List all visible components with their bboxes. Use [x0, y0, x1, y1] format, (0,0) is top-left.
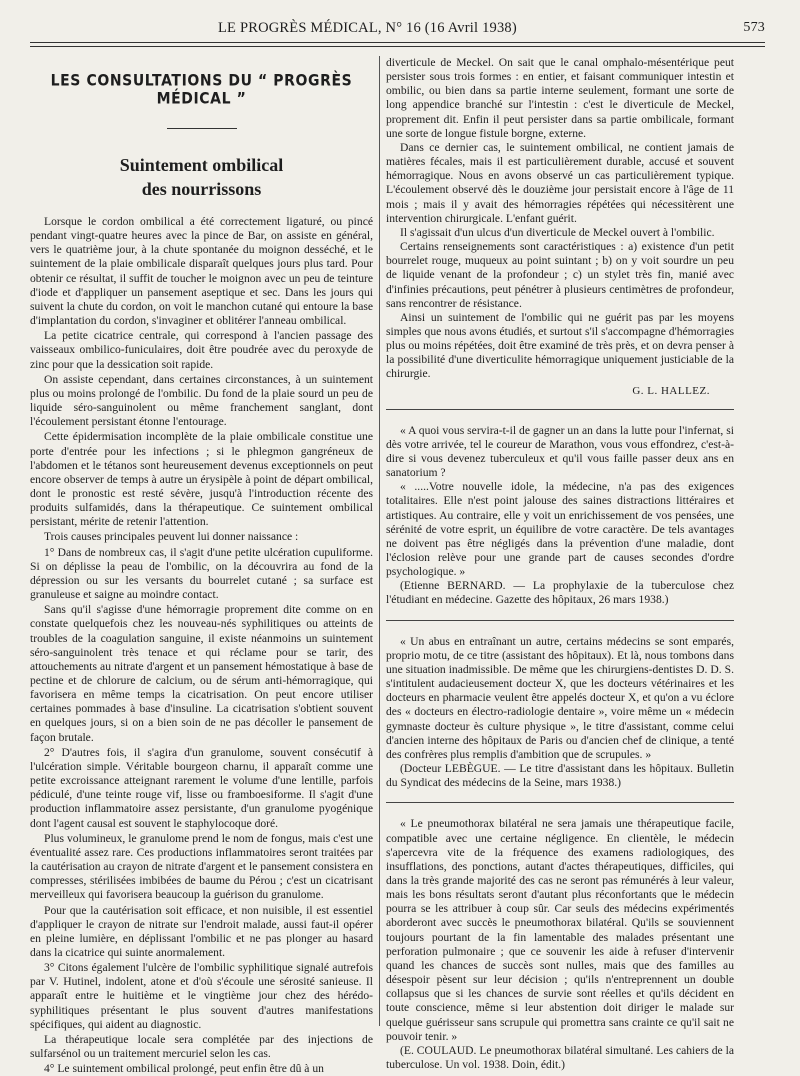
page-number: 573 — [743, 20, 765, 35]
quote-source: (E. COULAUD. Le pneumothorax bilatéral simultané. Les cahiers de la tuberculose. Un vol. 1938. Doin, édit.) — [386, 1043, 734, 1071]
paragraph: Cette épidermisation incomplète de la plaie ombilicale constitue une porte d'entrée pour les infections ; si le phlegmon gangréneux de l'abdomen et le tétanos sont heureusement devenus exceptionnels on peut encore observer de temps à autre un érysipèle à point de départ ombilical, dont le pronostic est resté sévère, jusqu'à l'introduction récente des produits sulfamidés, dans la thérapeutique. Ce suintement ombilical persistant, mérite de retenir l'attention. — [30, 430, 373, 529]
quote-paragraph: « .....Votre nouvelle idole, la médecine, n'a pas des exigences totalitaires. Elle n'est point jalouse des saines distractions littéraires et artistiques. Au contraire, elle y voit un enrichissement de vos pensées, une sérénité de votre esprit, un équilibre de votre caractère. De tels avantages ne doivent pas être négligés dans la prévention d'une maladie, dont l'éclosion relève pour une grande part de causes secondes d'ordre psychologique. » — [386, 480, 734, 579]
paragraph: On assiste cependant, dans certaines circonstances, à un suintement plus ou moins prolongé de l'ombilic. Du fond de la plaie sourd un peu de liquide séro-sanguinolent ou même franchement sanglant, dont l'écoulement persistant étonne l'entourage. — [30, 372, 373, 429]
paragraph: Sans qu'il s'agisse d'une hémorragie proprement dite comme on en constate quelquefois chez les nouveau-nés syphilitiques ou atteints de troubles de la coagulation sanguine, il existe néanmoins un suintement séro-sanguinolent très tenace et qui réclame pour se tarir, des attouchements au nitrate d'argent et un pansement hémostatique à base de pectine et de chlorure de calcium, ou de sérum anti-hémorragique, qui favorisera en même temps la cicatrisation. On peut encore utiliser certaines pommades à base d'insuline. La cicatrisation s'obtient souvent en quelques jours, si on a bien soin de ne pas décoller le pansement de façon brutale. — [30, 603, 373, 744]
article-title-line-2: des nourrissons — [141, 179, 262, 199]
paragraph: 1° Dans de nombreux cas, il s'agit d'une petite ulcération cupuliforme. Si on déplisse la peau de l'ombilic, on la découvrira au fond de la dépression ou sur les versants du bourrelet cutané ; sa surface est granuleuse et saigne au moindre contact. — [30, 545, 373, 602]
column-divider — [379, 56, 380, 1026]
paragraph: Lorsque le cordon ombilical a été correctement ligaturé, ou pincé pendant vingt-quatre heures avec la pince de Bar, on assiste en général, vers le quatrième jour, à la chute spontanée du moignon desséché, et le suintement de la plaie ombilicale disparaît quelques jours plus tard. Pour obtenir ce résultat, il suffit de toucher le moignon avec un peu de teinture d'iode et d'appliquer un pansement aseptique et sec. Dans les jours qui suivent la chute du cordon, on voit le manchon cutané qui entoure la base d'implantation du cordon, s'invaginer et oblitérer l'anneau ombilical. — [30, 215, 373, 328]
quote-separator — [386, 620, 734, 621]
quote-separator — [386, 409, 734, 410]
article-body-left — [30, 215, 373, 1076]
quote-paragraph: « Le pneumothorax bilatéral ne sera jamais une thérapeutique facile, compatible avec une certaine négligence. En clientèle, le médecin s'apercevra vite de la fréquence des examens radiologiques, des insufflations, des ponctions, autant d'actes thérapeutiques, difficiles, qui dans la très grande majorité des cas ne seront pas rémunérés à leur valeur, mais les bons résultats seront d'autant plus réconfortants que le médecin pourra se les attribuer à coup sûr. Car seuls des médecins expérimentés aborderont avec succès le pneumothorax bilatéral. Qu'ils se souviennent toujours pourtant de la fin lamentable des malades présentant une perforation pulmonaire ; que ce souvenir les aide à refuser d'intervenir quand les chances de succès sont nulles, mais que des familles au désespoir pèsent sur leur décision ; qu'ils n'entreprennent un double collapsus que si les chances de survie sont réelles et qu'ils décident en toute conscience, même si leur abstention doit diriger le malade sur quelque guérisseur sans scrupule qui promettra sans crainte ce qu'il sait ne pouvoir tenir. » — [386, 817, 734, 1043]
article-title-line-1: Suintement ombilical — [119, 155, 284, 175]
paragraph: Ainsi un suintement de l'ombilic qui ne guérit pas par les moyens simples que nous avons étudiés, et surtout s'il s'accompagne d'hémorragies plus ou moins répétées, doit être examiné de très près, et on devra penser à la possibilité d'une diverticulite hémorragique uniquement justiciable de la chirurgie. — [386, 310, 734, 381]
right-column — [386, 56, 734, 1071]
paragraph: diverticule de Meckel. On sait que le canal omphalo-mésentérique peut persister sous trois formes : en entier, et faisant communiquer intestin et ombilic, ou bien dans sa partie interne seulement, formant une sorte de long appendice branché sur l'intestin : c'est le diverticule de Meckel, proprement dit. Enfin il peut persister dans sa partie ombilicale, formant une sorte de longue fistule borgne, externe. — [386, 56, 734, 140]
paragraph: Dans ce dernier cas, le suintement ombilical, ne contient jamais de matières fécales, mais il est particulièrement durable, accusé et souvent hémorragique. Nous en avons observé un cas particulièrement typique. L'écoulement observé dès le douzième jour persistait encore à l'âge de 11 mois ; mais il y avait des hémorragies répétées qui nécessitèrent une intervention chirurgicale. L'enfant guérit. — [386, 140, 734, 225]
left-column — [30, 56, 373, 1076]
paragraph: Plus volumineux, le granulome prend le nom de fongus, mais c'est une éventualité assez rare. Ces productions inflammatoires seront traitées par la cautérisation au crayon de nitrate d'argent et le pansement consistera en compresses, stérilisées imbibées de baume du Pérou ; c'est un cicatrisant merveilleux qui favorisera beaucoup la guérison du granulome. — [30, 831, 373, 902]
section-heading: LES CONSULTATIONS DU “ PROGRÈS MÉDICAL ” — [50, 72, 353, 108]
paragraph: La petite cicatrice centrale, qui correspond à l'ancien passage des vaisseaux ombilico-funiculaires, doit être poudrée avec du peroxyde de zinc pour que la dessication soit rapide. — [30, 329, 373, 371]
quote-paragraph: « A quoi vous servira-t-il de gagner un an dans la lutte pour l'infernat, si dès votre arrivée, tel le coureur de Marathon, vous vous effondrez, c'est-à-dire si vous devenez tuberculeux et qu'il vous faille passer deux ans en sanatorium ? — [386, 423, 734, 480]
paragraph: 3° Citons également l'ulcère de l'ombilic syphilitique signalé autrefois par V. Hutinel, indolent, atone et d'où s'écoule une sérosité sanieuse. Il apparaît entre le huitième et le vingtième jour chez des hérédo-syphilitiques présentant le plus souvent d'autres manifestations spécifiques, qui aident au diagnostic. — [30, 961, 373, 1031]
heading-divider — [167, 128, 237, 129]
quote-separator — [386, 802, 734, 803]
quote-source: (Docteur LEBÈGUE. — Le titre d'assistant dans les hôpitaux. Bulletin du Syndicat des médecins de la Seine, mars 1938.) — [386, 762, 734, 790]
paragraph: 2° D'autres fois, il s'agira d'un granulome, souvent consécutif à l'ulcération simple. Véritable bourgeon charnu, il apparaît comme une petite excroissance atteignant rarement le volume d'une lentille, parfois pédiculé, d'une teinte rouge vif, lisse ou framboesiforme. Il s'agit d'une production inflammatoire assez persistante, d'un granulome pyogénique dont l'agent causal est souvent le staphylocoque doré. — [30, 745, 373, 830]
paragraph: 4° Le suintement ombilical prolongé, peut enfin être dû à un — [44, 1062, 324, 1076]
paragraph: Pour que la cautérisation soit efficace, et non nuisible, il est essentiel d'appliquer le crayon de nitrate sur l'endroit malade, aussi faut-il opérer en pleine lumière, en déplissant l'ombilic et ne pas plonger au hasard dans la cicatrice qui suinte anormalement. — [30, 903, 373, 959]
quote-block — [386, 424, 734, 608]
article-body-right — [386, 56, 734, 382]
quote-block — [386, 635, 734, 791]
running-header — [30, 20, 765, 40]
paragraph: Il s'agissait d'un ulcus d'un diverticule de Meckel ouvert à l'ombilic. — [400, 225, 715, 239]
article-author: G. L. HALLEZ. — [632, 384, 710, 397]
header-rule — [30, 42, 765, 47]
quote-source: (Etienne BERNARD. — La prophylaxie de la tuberculose chez l'étudiant en médecine. Gazette des hôpitaux, 26 mars 1938.) — [386, 579, 734, 607]
paragraph: Trois causes principales peuvent lui donner naissance : — [44, 530, 299, 544]
quote-block — [386, 817, 734, 1072]
paragraph: Certains renseignements sont caractéristiques : a) existence d'un petit bourrelet rouge, muqueux au point suintant ; b) on y voit sourdre un peu de liquide venant de la profondeur ; c) un stylet très fin, manié avec d'infinies précautions, peut pénétrer à plusieurs centimètres de profondeur, sans rencontrer de résistance. — [386, 240, 734, 310]
paragraph: La thérapeutique locale sera complétée par des injections de sulfarsénol ou un traitement mercuriel selon les cas. — [30, 1032, 373, 1061]
quote-paragraph: « Un abus en entraînant un autre, certains médecins se sont emparés, proprio motu, de ce titre (assistant des hôpitaux). Et là, nous tombons dans une situation inadmissible. De même que les chirurgiens-dentistes D. D. S. s'intitulent audacieusement docteur X, que les docteurs vétérinaires et les docteurs en pharmacie veulent être appelés docteur X, et qu'on a vu éclore des « docteurs en électro-radiologie dentaire », voire même un « médecin gymnaste docteur ès culture physique », le titre d'assistant, comme celui d'ancien interne des hôpitaux de Paris ou d'ancien chef de clinique, a tenté des confrères plus remplis d'ambition que de scrupules. » — [386, 634, 734, 761]
running-title: LE PROGRÈS MÉDICAL, N° 16 (16 Avril 1938) — [218, 20, 517, 36]
article-title — [30, 153, 373, 201]
